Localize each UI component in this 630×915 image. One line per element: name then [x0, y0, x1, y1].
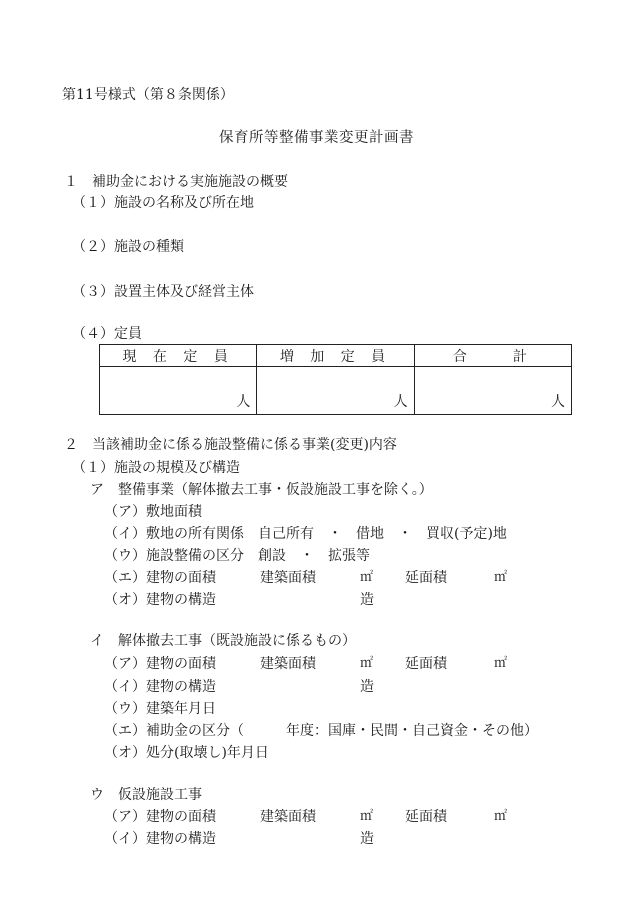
total-floor-area-label: 延面積 [405, 570, 447, 586]
temporary-facility-heading: ウ 仮設施設工事 [90, 787, 202, 803]
operator-label: （３）設置主体及び経営主体 [72, 284, 254, 300]
current-capacity-header: 現 在 定 員 [100, 345, 257, 367]
sqm-unit: ㎡ [360, 809, 374, 824]
facility-type-label: （２）施設の種類 [72, 239, 184, 255]
sqm-unit: ㎡ [360, 656, 374, 671]
section1-heading: １ 補助金における実施施設の概要 [64, 174, 288, 190]
increased-capacity-header: 増 加 定 員 [257, 345, 414, 367]
temporary-footprint-label: 建築面積 [260, 809, 316, 825]
temporary-floor-area-label: 延面積 [405, 809, 447, 825]
sqm-unit: ㎡ [360, 570, 374, 585]
construction-date-label: （ウ）建築年月日 [104, 701, 216, 717]
structure-suffix: 造 [360, 831, 374, 847]
site-ownership-label: （イ）敷地の所有関係 自己所有 ・ 借地 ・ 買収(予定)地 [104, 526, 507, 542]
demolition-footprint-label: 建築面積 [260, 656, 316, 672]
demolition-structure-label: （イ）建物の構造 [104, 679, 216, 695]
temporary-building-area-label: （ア）建物の面積 [104, 809, 216, 825]
capacity-table [99, 344, 572, 415]
sqm-unit: ㎡ [494, 656, 508, 671]
structure-suffix: 造 [360, 679, 374, 695]
sqm-unit: ㎡ [494, 570, 508, 585]
facility-name-label: （１）施設の名称及び所在地 [72, 195, 254, 211]
structure-suffix: 造 [360, 592, 374, 608]
maintenance-project-heading: ア 整備事業（解体撤去工事・仮設施設工事を除く。） [90, 482, 433, 498]
form-number: 第11号様式（第８条関係） [62, 87, 234, 103]
document-title: 保育所等整備事業変更計画書 [219, 130, 414, 146]
total-capacity-cell[interactable]: 人 [414, 367, 571, 415]
demolition-heading: イ 解体撤去工事（既設施設に係るもの） [90, 633, 356, 649]
building-structure-label: （オ）建物の構造 [104, 592, 216, 608]
subsidy-category-label: （エ）補助金の区分（ 年度：国庫・民間・自己資金・その他） [104, 723, 538, 739]
building-area-label: （エ）建物の面積 [104, 570, 216, 586]
current-capacity-cell[interactable]: 人 [100, 367, 257, 415]
section2-heading: ２ 当該補助金に係る施設整備に係る事業(変更)内容 [64, 437, 397, 453]
temporary-structure-label: （イ）建物の構造 [104, 831, 216, 847]
demolition-floor-area-label: 延面積 [405, 656, 447, 672]
building-footprint-label: 建築面積 [260, 570, 316, 586]
demolition-building-area-label: （ア）建物の面積 [104, 656, 216, 672]
total-capacity-header: 合 計 [414, 345, 571, 367]
increased-capacity-cell[interactable]: 人 [257, 367, 414, 415]
maintenance-category-label: （ウ）施設整備の区分 創設 ・ 拡張等 [104, 548, 370, 564]
disposal-date-label: （オ）処分(取壊し)年月日 [104, 745, 269, 761]
site-area-label: （ア）敷地面積 [104, 504, 202, 520]
capacity-label: （４）定員 [72, 326, 142, 342]
scale-structure-label: （１）施設の規模及び構造 [72, 460, 240, 476]
sqm-unit: ㎡ [494, 809, 508, 824]
